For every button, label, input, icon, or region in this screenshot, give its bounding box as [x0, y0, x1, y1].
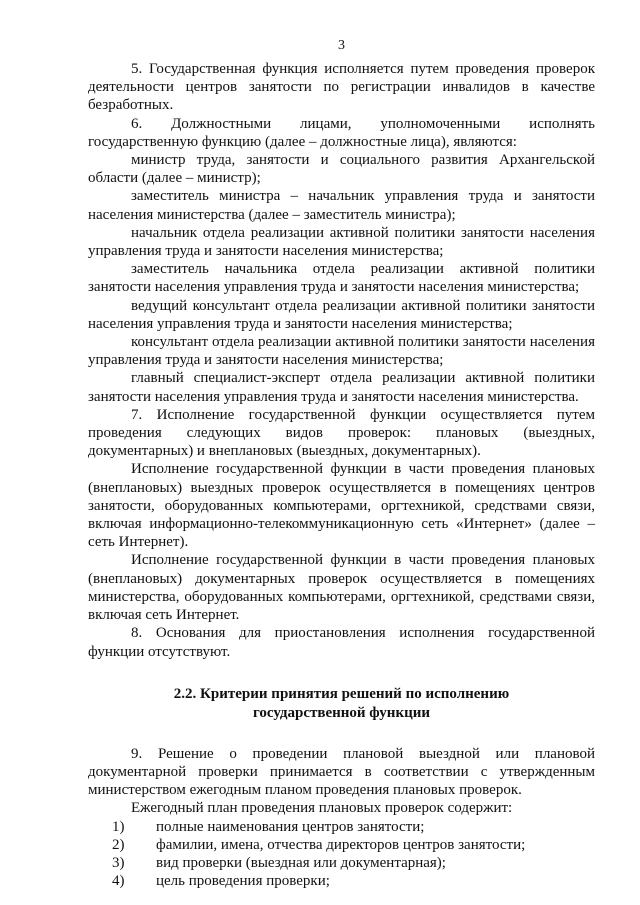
page-number: 3	[338, 38, 345, 53]
official-chief-specialist: главный специалист-эксперт отдела реализации активной политики занятости населения управления труда и занятости населения министерства.	[88, 370, 595, 405]
section-heading-line-1: 2.2. Критерии принятия решений по исполнению	[173, 685, 510, 702]
official-minister: министр труда, занятости и социального развития Архангельской области (далее – министр);	[88, 152, 595, 187]
list-item-text: фамилии, имена, отчества директоров центров занятости;	[156, 836, 526, 853]
official-deputy-department-head: заместитель начальника отдела реализации активной политики занятости населения управления труда и занятости населения министерства;	[88, 261, 595, 296]
section-body-a	[88, 60, 595, 661]
paragraph-7: 7. Исполнение государственной функции осуществляется путем проведения следующих видов проверок: плановых (выездных, документарных) и внеплановых (выездных, документарных).	[88, 406, 595, 460]
paragraph-8: 8. Основания для приостановления исполнения государственной функции отсутствуют.	[88, 625, 595, 660]
paragraph-documentary-inspections: Исполнение государственной функции в части проведения плановых (внеплановых) документарных проверок осуществляется в помещениях министерства, оборудованных компьютерами, оргтехникой, средствами связи, включая сеть Интернет.	[88, 552, 595, 624]
official-lead-consultant: ведущий консультант отдела реализации активной политики занятости населения управления труда и занятости населения министерства;	[88, 297, 595, 332]
list-item-text: вид проверки (выездная или документарная);	[156, 854, 446, 871]
list-item	[88, 818, 595, 836]
paragraph-6: 6. Должностными лицами, уполномоченными исполнять государственную функцию (далее – должностные лица), являются:	[88, 115, 595, 150]
list-item-text: полные наименования центров занятости;	[156, 818, 425, 835]
official-consultant: консультант отдела реализации активной политики занятости населения управления труда и занятости населения министерства;	[88, 334, 595, 369]
paragraph-5: 5. Государственная функция исполняется путем проведения проверок деятельности центров занятости по регистрации инвалидов в качестве безработных.	[88, 61, 595, 114]
section-body-b	[88, 745, 595, 891]
official-deputy-minister: заместитель министра – начальник управления труда и занятости населения министерства (далее – заместитель министра);	[88, 188, 595, 223]
plan-contents-intro: Ежегодный план проведения плановых проверок содержит:	[131, 800, 513, 817]
list-item-number: 4)	[112, 873, 125, 890]
list-item	[88, 836, 595, 854]
paragraph-on-site-inspections: Исполнение государственной функции в части проведения плановых (внеплановых) выездных проверок осуществляется в помещениях центров занятости, оборудованных компьютерами, оргтехникой, средствами связи, включая информационно-телекоммуникационную сеть «Интернет» (далее – сеть Интернет).	[88, 461, 595, 551]
official-department-head: начальник отдела реализации активной политики занятости населения управления труда и занятости населения министерства;	[88, 224, 595, 260]
list-item-number: 3)	[112, 854, 125, 871]
list-item	[88, 872, 595, 890]
list-item-number: 1)	[112, 818, 125, 835]
paragraph-9: 9. Решение о проведении плановой выездной или плановой документарной проверки принимается в соответствии с утвержденным министерством ежегодным планом проведения плановых проверок.	[88, 745, 595, 799]
section-heading-line-2: государственной функции	[252, 704, 431, 721]
section-heading	[88, 685, 595, 723]
list-item-text: цель проведения проверки;	[156, 873, 330, 890]
list-item-number: 2)	[112, 836, 125, 853]
list-item	[88, 854, 595, 872]
document-page	[88, 38, 595, 890]
plan-contents-list	[88, 818, 595, 891]
